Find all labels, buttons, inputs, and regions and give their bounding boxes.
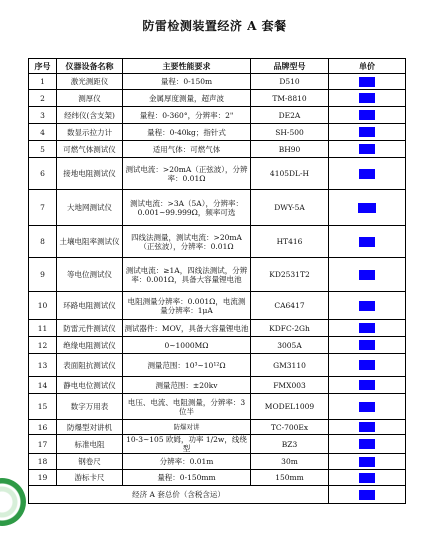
row-number: 8: [29, 226, 57, 258]
price-redaction-block: [359, 380, 375, 390]
model-text: HT416: [251, 226, 329, 258]
table-row: [29, 90, 406, 107]
row-number: 15: [29, 394, 57, 420]
page-title: 防雷检测装置经济 A 套餐: [142, 19, 287, 33]
price-cell: [329, 107, 406, 124]
instrument-name: 经纬仪(含支架): [57, 107, 123, 124]
price-cell: [329, 190, 406, 226]
model-text: SH-500: [251, 124, 329, 141]
row-number: 12: [29, 337, 57, 354]
model-text: MODEL1009: [251, 394, 329, 420]
spec-text: 防爆对讲: [123, 420, 251, 435]
price-cell: [329, 90, 406, 107]
table-row: [29, 258, 406, 292]
price-redaction-block: [359, 402, 375, 412]
row-number: 14: [29, 377, 57, 394]
spec-text: 四线法测量，测试电流：>20mA（正弦波），分辨率：0.01Ω: [123, 226, 251, 258]
header-spec: 主要性能要求: [123, 59, 251, 74]
row-number: 3: [29, 107, 57, 124]
price-redaction-block: [358, 203, 376, 213]
spec-text: 测量范围：±20kv: [123, 377, 251, 394]
model-text: 4105DL-H: [251, 158, 329, 190]
instrument-name: 数字万用表: [57, 394, 123, 420]
stamp-seal: [0, 478, 26, 526]
model-text: FMX003: [251, 377, 329, 394]
row-number: 17: [29, 435, 57, 454]
price-redaction-block: [359, 270, 375, 280]
model-text: TM-8810: [251, 90, 329, 107]
row-number: 7: [29, 190, 57, 226]
price-cell: [329, 394, 406, 420]
table-row: [29, 74, 406, 90]
price-redaction-block: [359, 360, 375, 370]
instrument-name: 接地电阻测试仪: [57, 158, 123, 190]
model-text: 3005A: [251, 337, 329, 354]
price-redaction-block: [359, 457, 375, 467]
model-text: CA6417: [251, 292, 329, 320]
row-number: 13: [29, 354, 57, 377]
spec-text: 金属厚度测量，超声波: [123, 90, 251, 107]
instrument-name: 防雷元件测试仪: [57, 320, 123, 337]
header-price: 单价: [329, 59, 406, 74]
table-row: [29, 141, 406, 158]
price-cell: [329, 470, 406, 486]
table-row: [29, 337, 406, 354]
spec-text: 测量范围：10³~10¹²Ω: [123, 354, 251, 377]
price-redaction-block: [359, 237, 375, 247]
price-cell: [329, 337, 406, 354]
spec-text: 10-3~105 欧姆，功率 1/2w，线绕型: [123, 435, 251, 454]
instrument-name: 绝缘电阻测试仪: [57, 337, 123, 354]
price-cell: [329, 292, 406, 320]
spec-text: 电阻测量分辨率：0.001Ω，电流测量分辨率：1μA: [123, 292, 251, 320]
spec-text: 适用气体：可燃气体: [123, 141, 251, 158]
model-text: GM3110: [251, 354, 329, 377]
price-cell: [329, 320, 406, 337]
model-text: BH90: [251, 141, 329, 158]
instrument-name: 数显示拉力计: [57, 124, 123, 141]
row-number: 5: [29, 141, 57, 158]
instrument-name: 激光测距仪: [57, 74, 123, 90]
price-redaction-block: [359, 77, 375, 87]
price-cell: [329, 420, 406, 435]
instrument-name: 静电电位测试仪: [57, 377, 123, 394]
row-number: 9: [29, 258, 57, 292]
spec-text: 量程：0-150m: [123, 74, 251, 90]
spec-text: 0~1000MΩ: [123, 337, 251, 354]
instrument-name: 表面阻抗测试仪: [57, 354, 123, 377]
row-number: 2: [29, 90, 57, 107]
price-cell: [329, 141, 406, 158]
table-row: [29, 226, 406, 258]
table-row: [29, 377, 406, 394]
row-number: 4: [29, 124, 57, 141]
spec-text: 量程：0-40kg；指针式: [123, 124, 251, 141]
table-row: [29, 124, 406, 141]
model-text: KDFC-2Gh: [251, 320, 329, 337]
instrument-name: 土壤电阻率测试仪: [57, 226, 123, 258]
price-cell: [329, 354, 406, 377]
price-cell: [329, 377, 406, 394]
price-cell: [329, 158, 406, 190]
table-row: [29, 190, 406, 226]
price-redaction-block: [359, 439, 375, 449]
spec-text: 量程：0-360°，分辨率：2": [123, 107, 251, 124]
price-redaction-block: [359, 473, 375, 483]
spec-text: 量程：0-150mm: [123, 470, 251, 486]
header-name: 仪器设备名称: [57, 59, 123, 74]
row-number: 18: [29, 454, 57, 470]
instrument-name: 等电位测试仪: [57, 258, 123, 292]
instrument-name: 大地网测试仪: [57, 190, 123, 226]
table-row: [29, 292, 406, 320]
model-text: KD2531T2: [251, 258, 329, 292]
table-row: [29, 435, 406, 454]
instrument-name: 防爆型对讲机: [57, 420, 123, 435]
table-row: [29, 158, 406, 190]
table-row: [29, 320, 406, 337]
row-number: 6: [29, 158, 57, 190]
price-redaction-block: [359, 144, 375, 154]
instrument-name: 测厚仪: [57, 90, 123, 107]
price-cell: [329, 258, 406, 292]
row-number: 11: [29, 320, 57, 337]
price-redaction-block: [359, 323, 375, 333]
price-redaction-block: [359, 301, 375, 311]
price-redaction-block: [359, 127, 375, 137]
table-header-row: [29, 59, 406, 74]
header-no: 序号: [29, 59, 57, 74]
row-number: 10: [29, 292, 57, 320]
model-text: 150mm: [251, 470, 329, 486]
spec-text: 测试电流：≥1A，四线法测试，分辨率：0.001Ω，具备大容量锂电池: [123, 258, 251, 292]
instrument-name: 环路电阻测试仪: [57, 292, 123, 320]
price-redaction-block: [359, 422, 375, 432]
header-model: 品牌型号: [251, 59, 329, 74]
table-row: [29, 354, 406, 377]
spec-text: 测试电流：>20mA（正弦波），分辨率：0.01Ω: [123, 158, 251, 190]
total-label: 经济 A 套总价（含税含运）: [29, 486, 329, 504]
model-text: D510: [251, 74, 329, 90]
spec-text: 电压、电流、电阻测量，分辨率：3 位半: [123, 394, 251, 420]
instrument-name: 标准电阻: [57, 435, 123, 454]
spec-text: 测试电流：>3A（5A），分辨率：0.001~99.999Ω，频率可选: [123, 190, 251, 226]
price-cell: [329, 74, 406, 90]
price-cell: [329, 226, 406, 258]
model-text: BZ3: [251, 435, 329, 454]
price-redaction-block: [359, 169, 375, 179]
price-cell: [329, 124, 406, 141]
row-number: 1: [29, 74, 57, 90]
instrument-name: 游标卡尺: [57, 470, 123, 486]
total-price-cell: [329, 486, 406, 504]
price-cell: [329, 454, 406, 470]
price-cell: [329, 435, 406, 454]
model-text: TC-700Ex: [251, 420, 329, 435]
model-text: DE2A: [251, 107, 329, 124]
table-row: [29, 470, 406, 486]
instrument-name: 可燃气体测试仪: [57, 141, 123, 158]
table-row: [29, 454, 406, 470]
price-redaction-block: [359, 110, 375, 120]
quotation-table: [28, 58, 406, 504]
total-row: [29, 486, 406, 504]
spec-text: 分辨率：0.01m: [123, 454, 251, 470]
table-row: [29, 394, 406, 420]
row-number: 16: [29, 420, 57, 435]
table-row: [29, 420, 406, 435]
price-redaction-block: [359, 340, 375, 350]
model-text: 30m: [251, 454, 329, 470]
table-row: [29, 107, 406, 124]
total-price-redaction-block: [359, 490, 375, 500]
row-number: 19: [29, 470, 57, 486]
model-text: DWY-5A: [251, 190, 329, 226]
spec-text: 测试器件：MOV，具备大容量锂电池: [123, 320, 251, 337]
instrument-name: 钢卷尺: [57, 454, 123, 470]
price-redaction-block: [359, 93, 375, 103]
